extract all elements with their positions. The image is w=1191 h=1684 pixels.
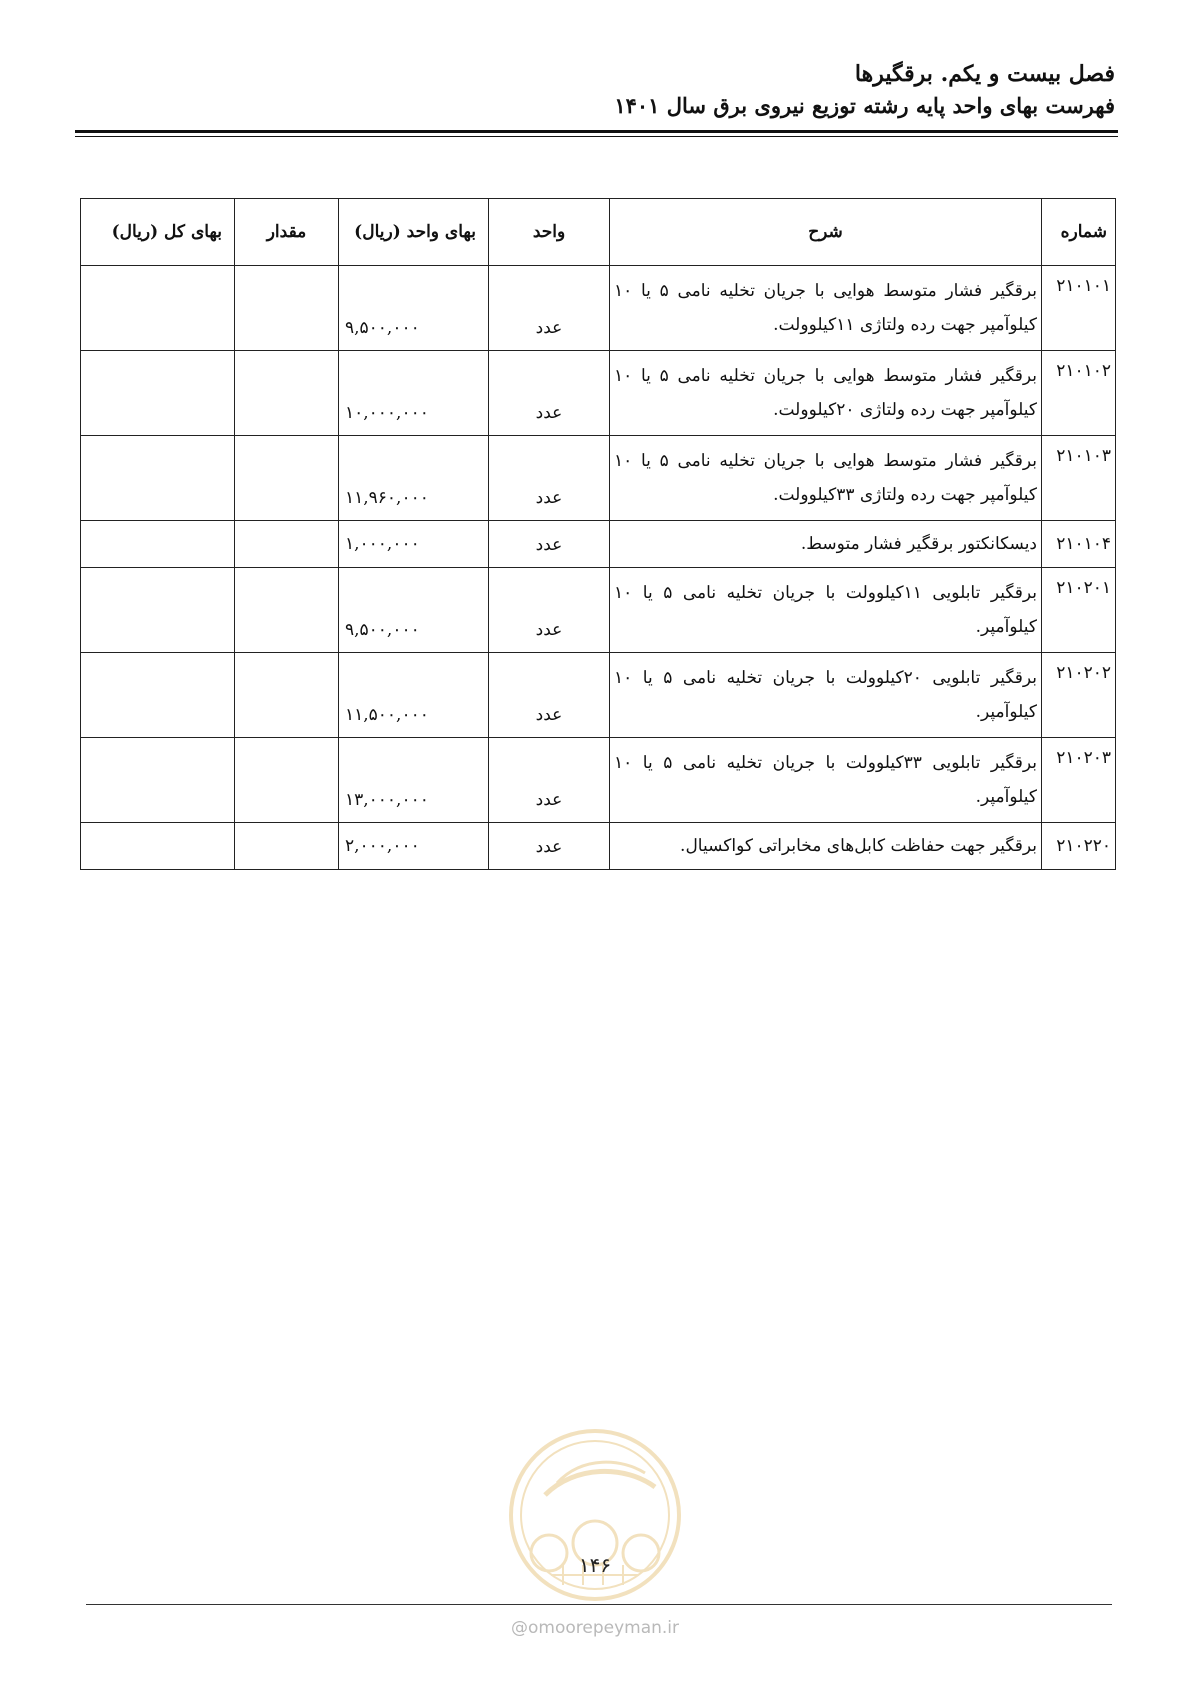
column-header-description: شرح <box>610 199 1042 266</box>
cell-unit-price: ۹,۵۰۰,۰۰۰ <box>339 266 489 351</box>
table-row <box>81 653 1116 738</box>
cell-code: ۲۱۰۲۲۰ <box>1042 823 1116 870</box>
table-body <box>81 266 1116 870</box>
cell-unit-price: ۱۳,۰۰۰,۰۰۰ <box>339 738 489 823</box>
cell-code: ۲۱۰۱۰۳ <box>1042 436 1116 521</box>
cell-quantity <box>235 653 339 738</box>
table-row <box>81 738 1116 823</box>
table-row <box>81 266 1116 351</box>
cell-description: برقگیر تابلویی ۲۰کیلوولت با جریان تخلیه نامی ۵ یا ۱۰ کیلوآمپر. <box>610 653 1042 738</box>
cell-unit: عدد <box>489 266 610 351</box>
cell-total-price <box>81 351 235 436</box>
cell-unit-price: ۲,۰۰۰,۰۰۰ <box>339 823 489 870</box>
cell-unit-price: ۱۱,۹۶۰,۰۰۰ <box>339 436 489 521</box>
cell-unit: عدد <box>489 436 610 521</box>
cell-description: برقگیر فشار متوسط هوایی با جریان تخلیه نامی ۵ یا ۱۰ کیلوآمپر جهت رده ولتاژی ۳۳کیلوولت. <box>610 436 1042 521</box>
column-header-unit-price: بهای واحد (ریال) <box>339 199 489 266</box>
cell-code: ۲۱۰۲۰۱ <box>1042 568 1116 653</box>
cell-unit: عدد <box>489 823 610 870</box>
cell-unit-price: ۱۰,۰۰۰,۰۰۰ <box>339 351 489 436</box>
cell-unit: عدد <box>489 738 610 823</box>
cell-unit: عدد <box>489 568 610 653</box>
document-subtitle: فهرست بهای واحد پایه رشته توزیع نیروی برق سال ۱۴۰۱ <box>614 93 1115 118</box>
table-row <box>81 436 1116 521</box>
column-header-quantity: مقدار <box>235 199 339 266</box>
cell-total-price <box>81 521 235 568</box>
cell-unit-price: ۱,۰۰۰,۰۰۰ <box>339 521 489 568</box>
page-number: ۱۴۶ <box>578 1553 612 1577</box>
cell-quantity <box>235 738 339 823</box>
cell-description: دیسکانکتور برقگیر فشار متوسط. <box>610 521 1042 568</box>
cell-total-price <box>81 653 235 738</box>
cell-total-price <box>81 738 235 823</box>
cell-description: برقگیر جهت حفاظت کابل‌های مخابراتی کواکسیال. <box>610 823 1042 870</box>
price-table <box>80 198 1116 870</box>
cell-quantity <box>235 266 339 351</box>
cell-unit: عدد <box>489 653 610 738</box>
cell-code: ۲۱۰۱۰۲ <box>1042 351 1116 436</box>
cell-description: برقگیر فشار متوسط هوایی با جریان تخلیه نامی ۵ یا ۱۰ کیلوآمپر جهت رده ولتاژی ۲۰کیلوولت. <box>610 351 1042 436</box>
cell-code: ۲۱۰۲۰۲ <box>1042 653 1116 738</box>
cell-total-price <box>81 568 235 653</box>
table-header-row <box>81 199 1116 266</box>
table-row <box>81 521 1116 568</box>
table-row <box>81 823 1116 870</box>
cell-total-price <box>81 266 235 351</box>
cell-description: برقگیر فشار متوسط هوایی با جریان تخلیه نامی ۵ یا ۱۰ کیلوآمپر جهت رده ولتاژی ۱۱کیلوولت. <box>610 266 1042 351</box>
column-header-unit: واحد <box>489 199 610 266</box>
cell-unit: عدد <box>489 351 610 436</box>
cell-description: برقگیر تابلویی ۱۱کیلوولت با جریان تخلیه نامی ۵ یا ۱۰ کیلوآمپر. <box>610 568 1042 653</box>
cell-total-price <box>81 823 235 870</box>
cell-total-price <box>81 436 235 521</box>
watermark-logo <box>505 1425 685 1605</box>
table-row <box>81 351 1116 436</box>
cell-unit: عدد <box>489 521 610 568</box>
column-header-code: شماره <box>1042 199 1116 266</box>
cell-code: ۲۱۰۲۰۳ <box>1042 738 1116 823</box>
cell-quantity <box>235 568 339 653</box>
cell-quantity <box>235 823 339 870</box>
header-rule-thick <box>75 130 1118 133</box>
website-watermark: @omoorepeyman.ir <box>510 1618 680 1638</box>
page-header <box>75 58 1115 122</box>
cell-code: ۲۱۰۱۰۴ <box>1042 521 1116 568</box>
table-row <box>81 568 1116 653</box>
cell-quantity <box>235 436 339 521</box>
cell-code: ۲۱۰۱۰۱ <box>1042 266 1116 351</box>
cell-quantity <box>235 351 339 436</box>
chapter-title: فصل بیست و یکم. برقگیرها <box>854 61 1115 87</box>
header-rule-thin <box>75 136 1118 137</box>
cell-unit-price: ۹,۵۰۰,۰۰۰ <box>339 568 489 653</box>
cell-unit-price: ۱۱,۵۰۰,۰۰۰ <box>339 653 489 738</box>
cell-quantity <box>235 521 339 568</box>
footer-rule <box>86 1604 1112 1605</box>
cell-description: برقگیر تابلویی ۳۳کیلوولت با جریان تخلیه نامی ۵ یا ۱۰ کیلوآمپر. <box>610 738 1042 823</box>
column-header-total-price: بهای کل (ریال) <box>81 199 235 266</box>
